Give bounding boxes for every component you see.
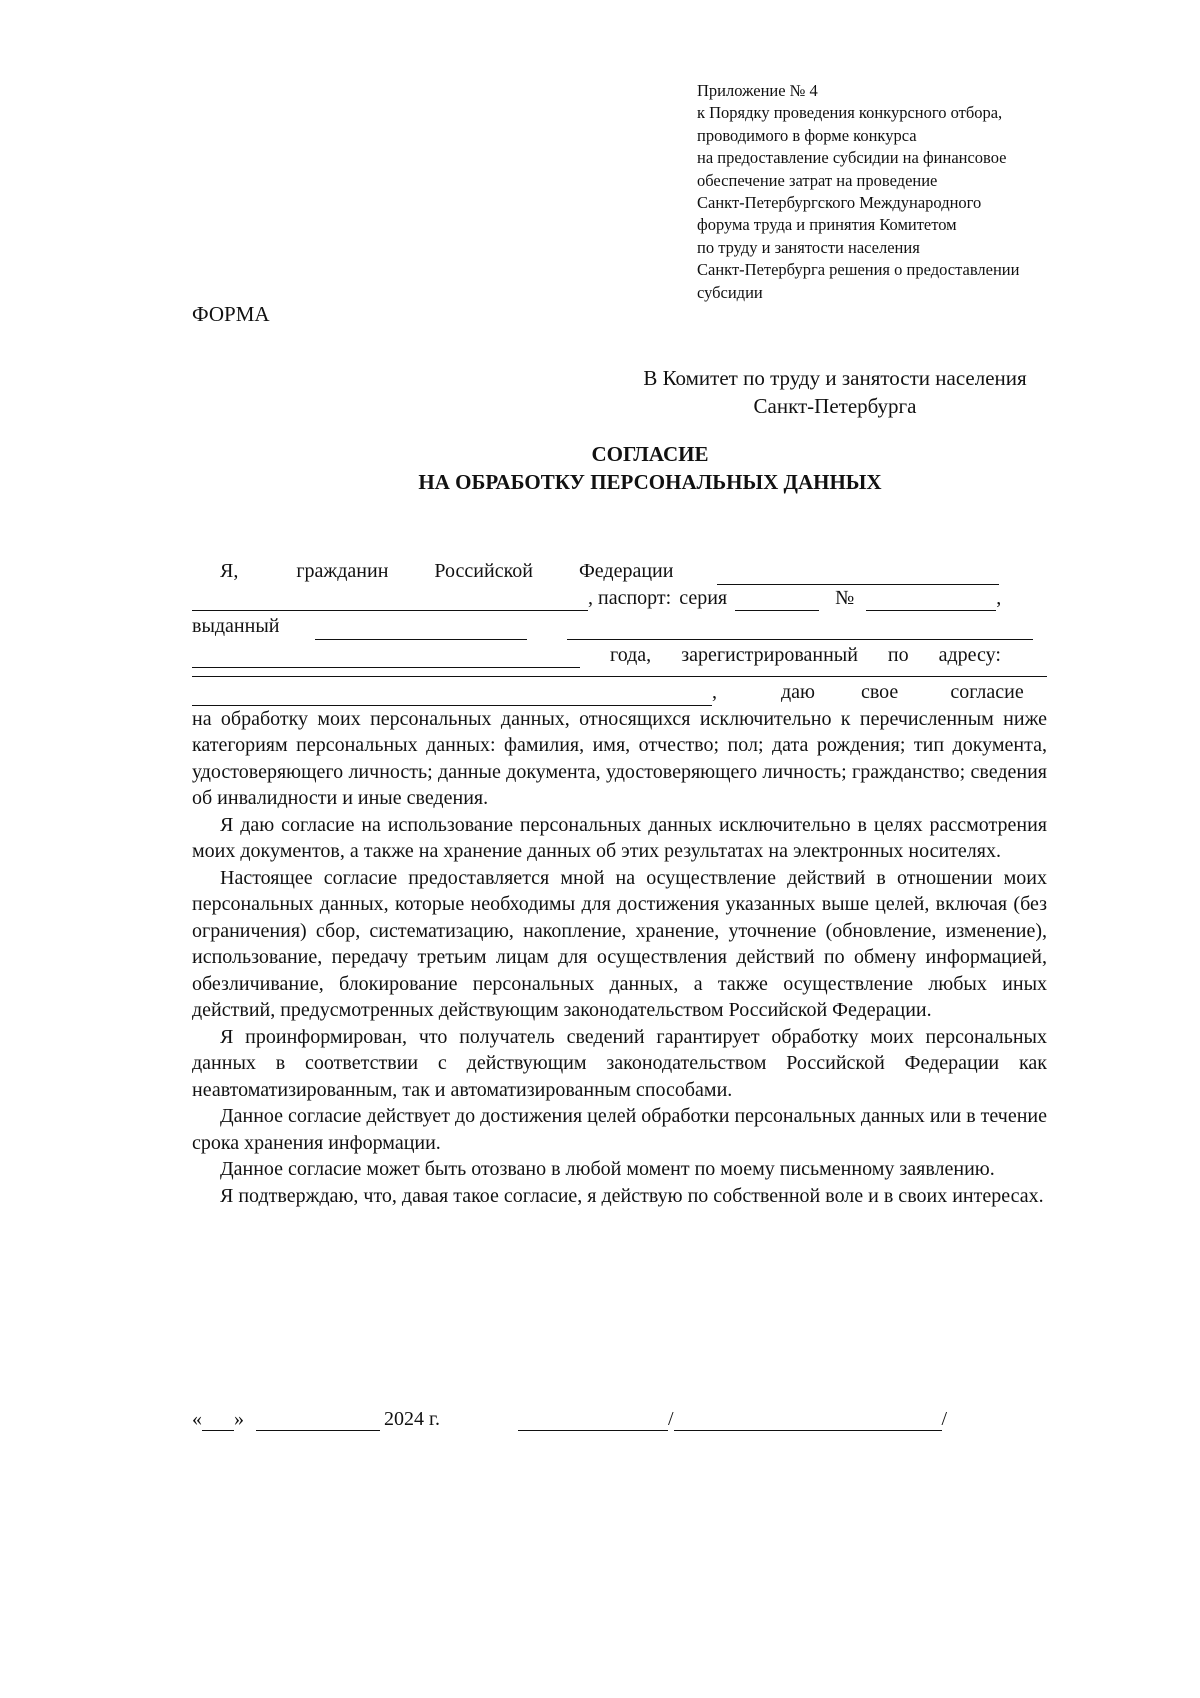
passport-series-field[interactable] xyxy=(735,592,819,611)
title-line2: НА ОБРАБОТКУ ПЕРСОНАЛЬНЫХ ДАННЫХ xyxy=(418,470,882,494)
appendix-line: форума труда и принятия Комитетом xyxy=(697,215,957,235)
appendix-line: Санкт-Петербургского Международного xyxy=(697,193,982,213)
title-line1: СОГЛАСИЕ xyxy=(591,442,709,466)
consent-paragraph-categories: на обработку моих персональных данных, относящихся исключительно к перечисленным ниже категориям персональных данных: фамилия, имя, отчество; пол; дата рождения; тип документа, удостоверяющего личность; данные документа, удостоверяющего личность; гражданство; сведения об инвалидности и иные сведения. xyxy=(192,707,1047,809)
consent-paragraph-validity: Данное согласие действует до достижения целей обработки персональных данных или в течение срока хранения информации. xyxy=(192,1105,1047,1154)
slash-2: / xyxy=(941,1408,948,1430)
registered-label: зарегистрированный xyxy=(681,643,858,666)
issue-date-field[interactable] xyxy=(192,649,580,668)
passport-number-field[interactable] xyxy=(866,592,996,611)
addressee-line2: Санкт-Петербурга xyxy=(753,394,917,418)
year-text: 2024 г. xyxy=(384,1408,440,1430)
consent-paragraph-confirmation: Я подтверждаю, что, давая такое согласие, я действую по собственной воле и в своих интересах. xyxy=(220,1184,1044,1207)
word-ya: Я, xyxy=(220,560,239,582)
day-field[interactable] xyxy=(202,1412,234,1431)
name-continuation-field[interactable] xyxy=(192,592,588,611)
addressee-line1: В Комитет по труду и занятости населения xyxy=(643,366,1027,390)
appendix-block xyxy=(697,80,1117,304)
consent-paragraph-informed: Я проинформирован, что получатель сведений гарантирует обработку моих персональных данных в соответствии с действующим законодательством Российской Федерации как неавтоматизированным, так и автоматизированным способами. xyxy=(192,1025,1047,1101)
issued-label: выданный xyxy=(192,615,280,637)
signature-field[interactable] xyxy=(518,1412,668,1431)
fill-row-issued xyxy=(192,613,1047,640)
number-label: № xyxy=(835,586,855,609)
consent-body xyxy=(192,558,1047,1209)
fill-row-passport xyxy=(192,585,1047,612)
address-field[interactable] xyxy=(192,676,1047,677)
citizen-name-field[interactable] xyxy=(717,566,999,585)
month-field[interactable] xyxy=(256,1412,380,1431)
passport-label: , паспорт: xyxy=(588,586,672,609)
year-label: года, xyxy=(610,643,652,666)
signature-row xyxy=(192,1408,1052,1431)
fill-row-citizen xyxy=(192,558,1047,585)
at-label: по xyxy=(887,643,909,666)
comma: , xyxy=(996,586,1002,609)
quote-open: « xyxy=(192,1408,202,1430)
appendix-line: проводимого в форме конкурса xyxy=(697,125,917,145)
word-citizen: гражданин xyxy=(296,560,389,582)
appendix-line: на предоставление субсидии на финансовое xyxy=(697,148,1007,168)
appendix-line: Санкт-Петербурга решения о предоставлении xyxy=(697,260,1020,280)
appendix-line: Приложение № 4 xyxy=(697,81,818,100)
consent-paragraph-purpose: Я даю согласие на использование персональных данных исключительно в целях рассмотрения моих документов, а также на хранение данных об этих результатах на электронных носителях. xyxy=(192,813,1047,862)
appendix-line: по труду и занятости населения xyxy=(697,237,920,257)
address-field-2[interactable] xyxy=(192,687,712,706)
appendix-line: субсидии xyxy=(697,282,763,302)
word-russian: Российской xyxy=(434,560,533,582)
series-label: серия xyxy=(679,586,728,609)
give-word-3: согласие xyxy=(950,681,1024,703)
slash-1: / xyxy=(667,1408,674,1430)
addressee-block xyxy=(560,364,1110,420)
consent-paragraph-revocation: Данное согласие может быть отозвано в любой момент по моему письменному заявлению. xyxy=(220,1158,995,1180)
consent-paragraph-actions: Настоящее согласие предоставляется мной на осуществление действий в отношении моих персональных данных, которые необходимы для достижения указанных выше целей, включая (без ограничения) сбор, систематизацию, накопление, хранение, уточнение (обновление, изменение), использование, передачу третьим лицам для осуществления действий по обмену информацией, обезличивание, блокирование персональных данных, а также осуществление любых иных действий, предусмотренных действующим законодательством Российской Федерации. xyxy=(192,866,1047,1021)
issued-by-field[interactable] xyxy=(315,621,527,640)
appendix-line: обеспечение затрат на проведение xyxy=(697,170,938,190)
appendix-line: к Порядку проведения конкурсного отбора, xyxy=(697,103,1003,123)
issued-by-field-2[interactable] xyxy=(567,621,1033,640)
form-label: ФОРМА xyxy=(192,302,270,326)
word-federation: Федерации xyxy=(578,560,674,582)
quote-close: » xyxy=(234,1408,244,1430)
fill-row-consent xyxy=(192,679,1047,706)
document-title xyxy=(200,440,1100,496)
fill-row-registered xyxy=(192,642,1047,669)
give-word-2: свое xyxy=(861,681,899,703)
address-label: адресу: xyxy=(938,643,1001,666)
full-name-field[interactable] xyxy=(674,1412,942,1431)
give-word-1: даю xyxy=(781,681,815,703)
comma-2: , xyxy=(712,681,717,703)
